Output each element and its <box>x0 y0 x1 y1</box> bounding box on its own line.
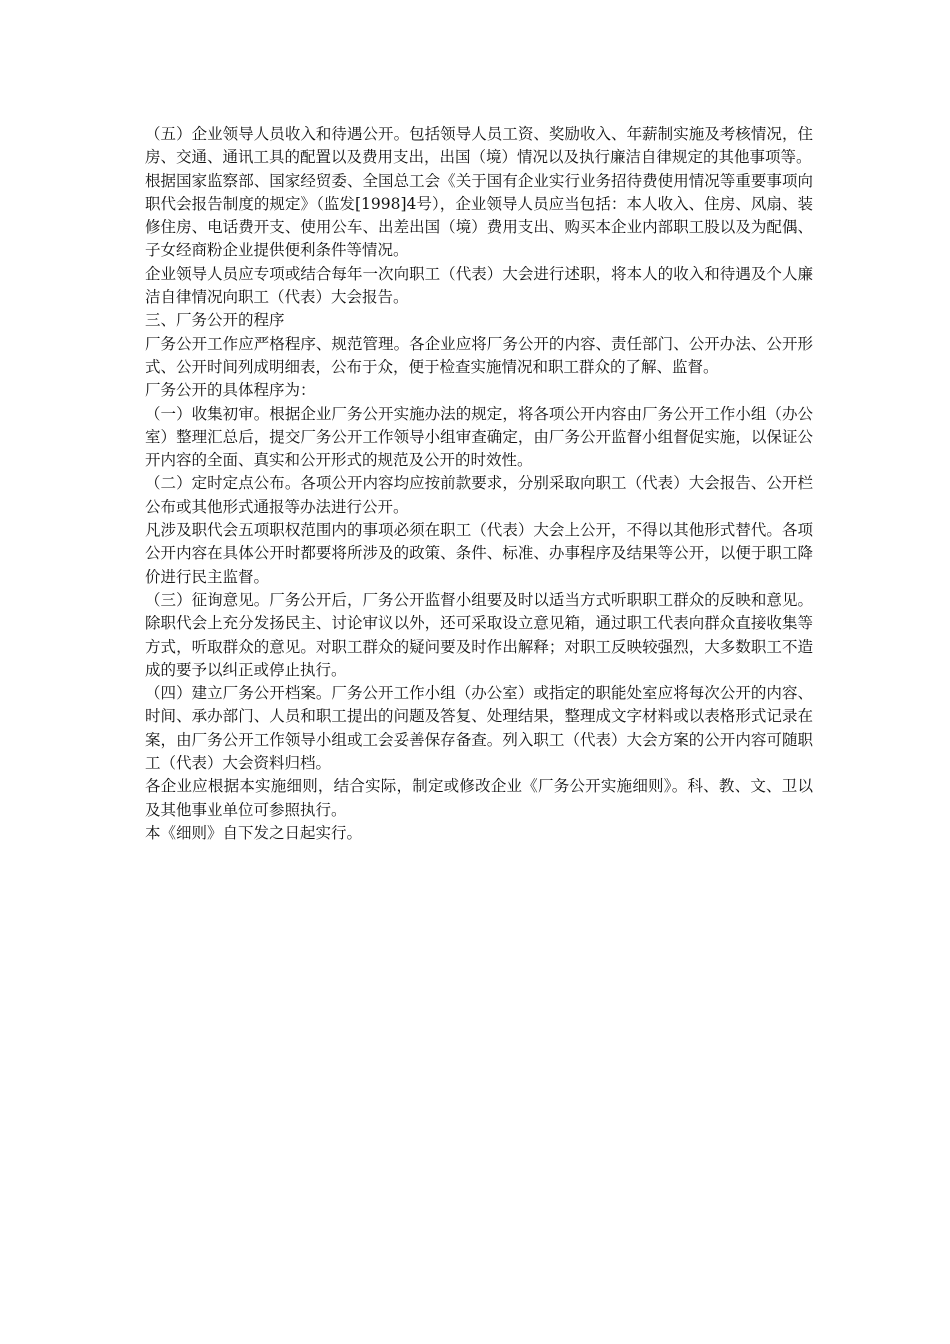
paragraph-procedure-intro: 厂务公开的具体程序为： <box>145 381 316 400</box>
paragraph-step-feedback: （三）征询意见。厂务公开后，厂务公开监督小组要及时以适当方式听职职工群众的反映和意见。除职代会上充分发扬民主、讨论审议以外，还可采取设立意见箱，通过职工代表向群众直接收集等方式，听取群众的意见。对职工群众的疑问要及时作出解释；对职工反映较强烈，大多数职工不造成的要予以纠正或停止执行。 <box>145 590 813 679</box>
paragraph-leader-income: （五）企业领导人员收入和待遇公开。包括领导人员工资、奖励收入、年薪制实施及考核情况，住房、交通、通讯工具的配置以及费用支出，出国（境）情况以及执行廉洁自律规定的其他事项等。 <box>145 125 813 167</box>
paragraph-effective-date: 本《细则》自下发之日起实行。 <box>145 823 363 842</box>
paragraph-step-collect: （一）收集初审。根据企业厂务公开实施办法的规定，将各项公开内容由厂务公开工作小组（办公室）整理汇总后，提交厂务公开工作领导小组审查确定，由厂务公开监督小组督促实施，以保证公开内容的全面、真实和公开形式的规范及公开的时效性。 <box>145 404 813 470</box>
paragraph-regulation-basis: 根据国家监察部、国家经贸委、全国总工会《关于国有企业实行业务招待费使用情况等重要事项向职代会报告制度的规定》（监发[1998]4号），企业领导人员应当包括：本人收入、住房、风扇、装修住房、电话费开支、使用公车、出差出国（境）费用支出、购买本企业内部职工股以及为配偶、子女经商粉企业提供便利条件等情况。 <box>145 171 813 260</box>
paragraph-step-archive: （四）建立厂务公开档案。厂务公开工作小组（办公室）或指定的职能处室应将每次公开的内容、时间、承办部门、人员和职工提出的问题及答复、处理结果，整理成文字材料或以表格形式记录在案，由厂务公开工作领导小组或工会妥善保存备查。列入职工（代表）大会方案的公开内容可随职工（代表）大会资料归档。 <box>145 684 813 773</box>
section-heading-procedure: 三、厂务公开的程序 <box>145 311 285 330</box>
document-body <box>145 123 813 845</box>
paragraph-strict-procedure: 厂务公开工作应严格程序、规范管理。各企业应将厂务公开的内容、责任部门、公开办法、公开形式、公开时间列成明细表，公布于众，便于检查实施情况和职工群众的了解、监督。 <box>145 334 813 376</box>
paragraph-congress-disclosure: 凡涉及职代会五项职权范围内的事项必须在职工（代表）大会上公开，不得以其他形式替代。各项公开内容在具体公开时都要将所涉及的政策、条件、标准、办事程序及结果等公开，以便于职工降价进行民主监督。 <box>145 521 813 586</box>
paragraph-annual-report: 企业领导人员应专项或结合每年一次向职工（代表）大会进行述职，将本人的收入和待遇及个人廉洁自律情况向职工（代表）大会报告。 <box>145 264 813 307</box>
paragraph-implementation: 各企业应根据本实施细则，结合实际，制定或修改企业《厂务公开实施细则》。科、教、文、卫以及其他事业单位可参照执行。 <box>145 777 813 819</box>
paragraph-step-publish: （二）定时定点公布。各项公开内容均应按前款要求，分别采取向职工（代表）大会报告、公开栏公布或其他形式通报等办法进行公开。 <box>145 474 813 516</box>
